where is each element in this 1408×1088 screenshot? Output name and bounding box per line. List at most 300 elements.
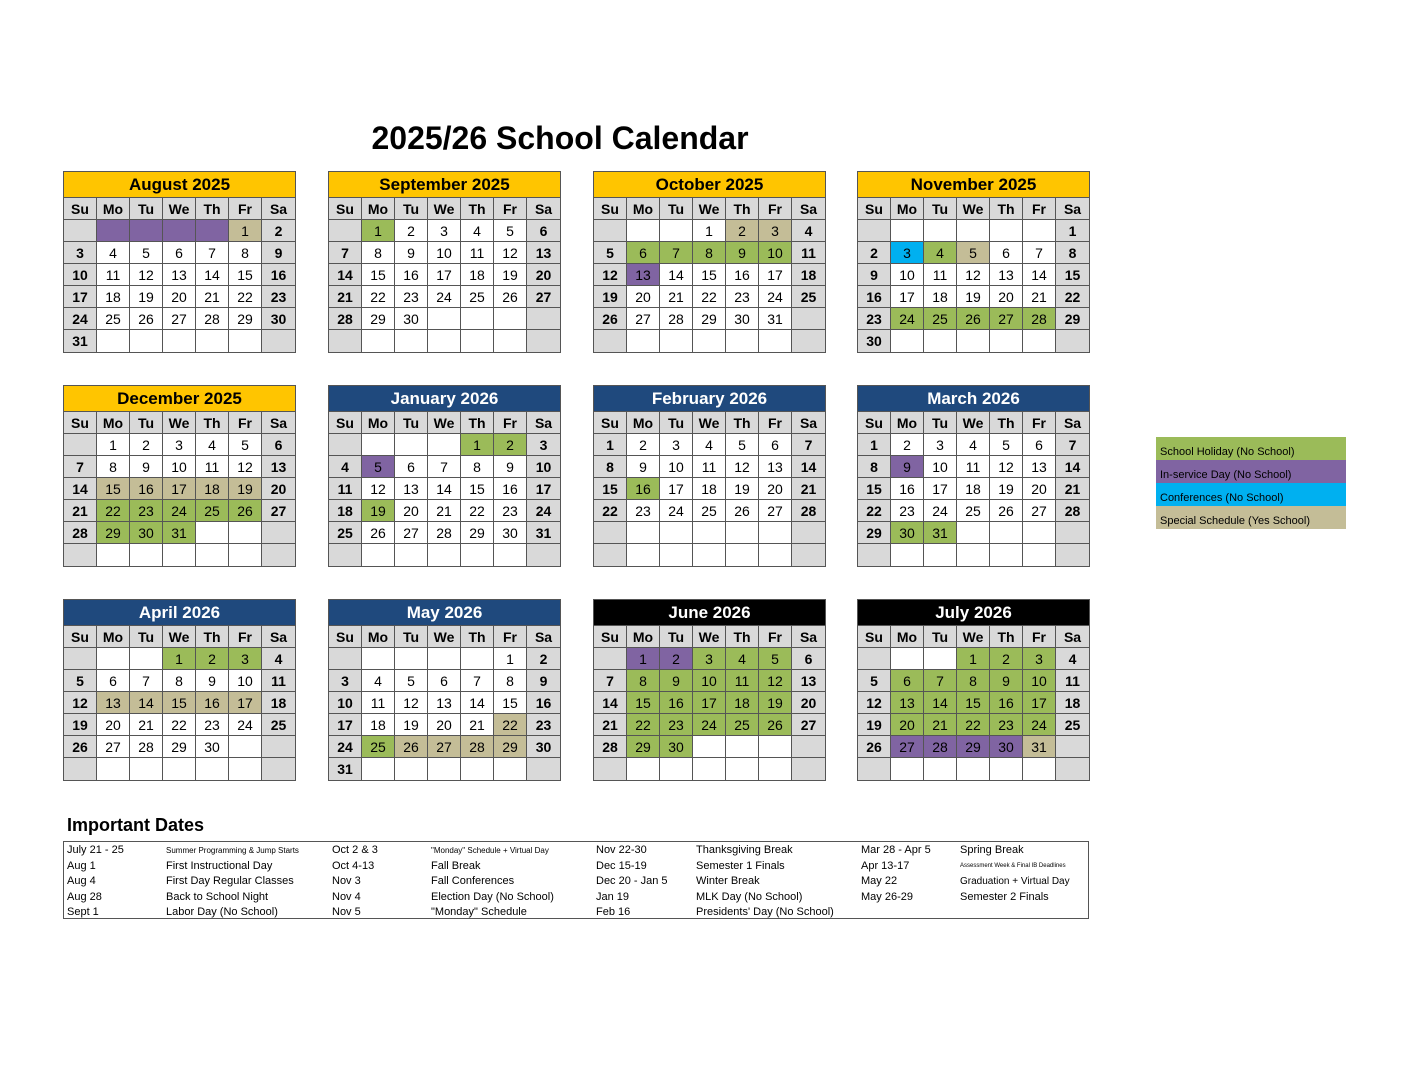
day-cell	[990, 220, 1023, 242]
day-cell	[130, 544, 163, 566]
day-cell: 7	[64, 456, 97, 478]
day-cell: 9	[660, 670, 693, 692]
day-cell: 12	[990, 456, 1023, 478]
day-cell: 8	[594, 456, 627, 478]
weekday-header: Mo	[891, 626, 924, 648]
day-cell: 16	[660, 692, 693, 714]
legend-item: Conferences (No School)	[1156, 483, 1346, 506]
day-cell	[97, 648, 130, 670]
weekday-header: Mo	[627, 626, 660, 648]
day-cell	[1023, 220, 1056, 242]
weekday-header: Su	[594, 198, 627, 220]
day-cell: 15	[97, 478, 130, 500]
weekday-header: Su	[329, 198, 362, 220]
day-cell	[428, 434, 461, 456]
day-cell: 25	[329, 522, 362, 544]
weekday-header: We	[163, 198, 196, 220]
weekday-header: Fr	[1023, 412, 1056, 434]
day-cell: 24	[428, 286, 461, 308]
day-cell: 4	[329, 456, 362, 478]
weekday-header: Sa	[262, 412, 295, 434]
day-cell	[130, 648, 163, 670]
day-cell: 14	[196, 264, 229, 286]
day-cell: 5	[130, 242, 163, 264]
event-text: Thanksgiving Break	[696, 844, 793, 856]
day-cell: 25	[693, 500, 726, 522]
day-cell: 22	[163, 714, 196, 736]
day-cell: 29	[229, 308, 262, 330]
day-cell: 14	[1023, 264, 1056, 286]
day-cell	[163, 220, 196, 242]
day-cell	[229, 522, 262, 544]
weekday-header: Tu	[924, 626, 957, 648]
day-cell	[329, 544, 362, 566]
weekday-header: Su	[329, 412, 362, 434]
month-february-2026	[593, 385, 826, 567]
event-text: Semester 1 Finals	[696, 859, 785, 872]
day-cell: 9	[494, 456, 527, 478]
day-cell	[858, 544, 891, 566]
day-cell: 22	[229, 286, 262, 308]
day-cell	[362, 434, 395, 456]
date-text: Aug 1	[67, 859, 96, 872]
day-cell: 29	[461, 522, 494, 544]
date-text: Feb 16	[596, 906, 631, 918]
day-cell: 3	[163, 434, 196, 456]
events-column	[960, 843, 1070, 921]
event-text: Fall Break	[431, 859, 481, 872]
day-cell	[792, 330, 825, 352]
day-cell: 3	[759, 220, 792, 242]
day-cell: 6	[627, 242, 660, 264]
day-cell: 30	[130, 522, 163, 544]
weekday-header: Tu	[660, 412, 693, 434]
day-cell: 7	[428, 456, 461, 478]
month-january-2026	[328, 385, 561, 567]
day-cell: 29	[957, 736, 990, 758]
day-cell: 22	[693, 286, 726, 308]
day-cell: 17	[759, 264, 792, 286]
day-cell	[494, 330, 527, 352]
day-cell: 5	[64, 670, 97, 692]
day-cell	[329, 330, 362, 352]
day-cell: 5	[594, 242, 627, 264]
date-text: Dec 20 - Jan 5	[596, 875, 668, 887]
day-cell	[395, 648, 428, 670]
day-cell: 20	[627, 286, 660, 308]
day-cell: 11	[1056, 670, 1089, 692]
day-cell: 13	[792, 670, 825, 692]
day-cell: 1	[627, 648, 660, 670]
date-text: Nov 5	[332, 906, 361, 918]
day-cell: 2	[494, 434, 527, 456]
day-cell	[924, 544, 957, 566]
day-cell: 31	[329, 758, 362, 780]
month-november-2025	[857, 171, 1090, 353]
weekday-header: Mo	[362, 412, 395, 434]
day-cell: 11	[329, 478, 362, 500]
day-cell	[527, 308, 560, 330]
day-cell: 4	[1056, 648, 1089, 670]
dates-column	[67, 843, 124, 921]
date-text: Nov 3	[332, 875, 361, 887]
day-cell: 12	[726, 456, 759, 478]
month-title: November 2025	[858, 172, 1089, 198]
day-cell: 27	[428, 736, 461, 758]
day-cell: 23	[527, 714, 560, 736]
month-june-2026	[593, 599, 826, 781]
day-cell: 26	[957, 308, 990, 330]
day-cell: 19	[726, 478, 759, 500]
day-cell	[362, 330, 395, 352]
day-cell	[461, 544, 494, 566]
important-dates-table	[63, 841, 1089, 919]
day-cell: 29	[362, 308, 395, 330]
day-cell: 30	[527, 736, 560, 758]
day-cell: 2	[395, 220, 428, 242]
day-cell: 19	[362, 500, 395, 522]
weekday-header: Mo	[362, 198, 395, 220]
weekday-header: Su	[64, 626, 97, 648]
day-cell: 15	[163, 692, 196, 714]
day-cell	[64, 544, 97, 566]
day-cell: 27	[891, 736, 924, 758]
day-cell: 22	[594, 500, 627, 522]
day-cell: 7	[792, 434, 825, 456]
weekday-header: Mo	[891, 198, 924, 220]
date-text: Oct 2 & 3	[332, 844, 378, 856]
weekday-header: Fr	[229, 412, 262, 434]
day-cell: 10	[527, 456, 560, 478]
weekday-header: Fr	[494, 412, 527, 434]
weekday-header: Sa	[527, 412, 560, 434]
day-cell	[1056, 330, 1089, 352]
day-cell: 12	[395, 692, 428, 714]
weekday-header: We	[428, 198, 461, 220]
day-cell	[627, 330, 660, 352]
day-cell: 18	[693, 478, 726, 500]
day-cell	[594, 220, 627, 242]
weekday-header: Fr	[229, 626, 262, 648]
day-cell	[792, 544, 825, 566]
day-cell	[362, 648, 395, 670]
weekday-header: Th	[461, 412, 494, 434]
day-cell: 13	[97, 692, 130, 714]
day-cell: 18	[1056, 692, 1089, 714]
date-text: Oct 4-13	[332, 859, 375, 872]
day-cell: 23	[395, 286, 428, 308]
day-cell	[229, 736, 262, 758]
day-cell	[726, 330, 759, 352]
day-cell: 10	[229, 670, 262, 692]
day-cell: 3	[1023, 648, 1056, 670]
weekday-header: Tu	[924, 198, 957, 220]
day-cell: 22	[858, 500, 891, 522]
day-cell: 4	[957, 434, 990, 456]
day-cell	[660, 758, 693, 780]
day-cell: 29	[693, 308, 726, 330]
day-cell: 29	[97, 522, 130, 544]
day-cell: 2	[262, 220, 295, 242]
weekday-header: Th	[990, 626, 1023, 648]
day-cell: 3	[660, 434, 693, 456]
day-cell: 30	[660, 736, 693, 758]
day-cell: 27	[990, 308, 1023, 330]
day-cell	[792, 758, 825, 780]
day-cell	[196, 544, 229, 566]
day-cell: 26	[362, 522, 395, 544]
day-cell: 5	[759, 648, 792, 670]
day-cell: 26	[759, 714, 792, 736]
day-cell: 7	[1056, 434, 1089, 456]
day-cell	[627, 522, 660, 544]
month-october-2025	[593, 171, 826, 353]
day-cell: 2	[527, 648, 560, 670]
day-cell: 10	[924, 456, 957, 478]
day-cell: 23	[494, 500, 527, 522]
day-cell: 4	[362, 670, 395, 692]
date-text: Mar 28 - Apr 5	[861, 844, 931, 856]
day-cell	[97, 220, 130, 242]
day-cell: 29	[163, 736, 196, 758]
day-cell: 12	[64, 692, 97, 714]
date-text	[861, 905, 931, 921]
weekday-header: Tu	[395, 626, 428, 648]
day-cell	[1023, 330, 1056, 352]
day-cell	[329, 648, 362, 670]
day-cell: 2	[990, 648, 1023, 670]
day-cell: 5	[990, 434, 1023, 456]
event-text: Labor Day (No School)	[166, 906, 278, 918]
day-cell: 8	[693, 242, 726, 264]
day-cell	[594, 648, 627, 670]
day-cell	[858, 648, 891, 670]
day-cell: 3	[891, 242, 924, 264]
day-cell: 25	[726, 714, 759, 736]
day-cell: 22	[494, 714, 527, 736]
day-cell: 9	[726, 242, 759, 264]
day-cell: 19	[130, 286, 163, 308]
events-column	[166, 843, 299, 921]
day-cell	[461, 758, 494, 780]
day-cell: 31	[759, 308, 792, 330]
day-cell: 5	[395, 670, 428, 692]
date-text: Nov 22-30	[596, 844, 647, 856]
day-cell	[990, 330, 1023, 352]
weekday-header: Th	[726, 198, 759, 220]
day-cell: 19	[858, 714, 891, 736]
day-cell: 15	[494, 692, 527, 714]
event-text: Winter Break	[696, 875, 760, 887]
day-cell	[594, 544, 627, 566]
event-text: "Monday" Schedule	[431, 906, 527, 918]
day-cell: 3	[329, 670, 362, 692]
day-cell: 17	[428, 264, 461, 286]
day-cell: 21	[924, 714, 957, 736]
weekday-header: Fr	[759, 626, 792, 648]
day-cell: 6	[262, 434, 295, 456]
day-cell	[527, 330, 560, 352]
weekday-header: Sa	[792, 412, 825, 434]
month-december-2025	[63, 385, 296, 567]
date-text: May 26-29	[861, 890, 913, 903]
date-text: Apr 13-17	[861, 859, 910, 872]
weekday-header: Th	[990, 412, 1023, 434]
day-cell: 13	[759, 456, 792, 478]
day-cell: 23	[660, 714, 693, 736]
day-cell: 27	[792, 714, 825, 736]
day-cell: 14	[64, 478, 97, 500]
day-cell: 11	[461, 242, 494, 264]
day-cell: 22	[97, 500, 130, 522]
date-text: Dec 15-19	[596, 859, 647, 872]
weekday-header: Tu	[130, 198, 163, 220]
day-cell: 18	[329, 500, 362, 522]
day-cell	[792, 308, 825, 330]
date-text: Aug 28	[67, 890, 102, 903]
day-cell: 16	[627, 478, 660, 500]
day-cell: 10	[1023, 670, 1056, 692]
month-title: May 2026	[329, 600, 560, 626]
day-cell: 14	[660, 264, 693, 286]
day-cell: 28	[1056, 500, 1089, 522]
day-cell: 15	[858, 478, 891, 500]
month-title: March 2026	[858, 386, 1089, 412]
day-cell: 9	[627, 456, 660, 478]
day-cell	[594, 330, 627, 352]
day-cell: 1	[97, 434, 130, 456]
day-cell	[428, 648, 461, 670]
day-cell	[163, 544, 196, 566]
day-cell: 29	[494, 736, 527, 758]
event-text: Graduation + Virtual Day	[960, 876, 1070, 887]
day-cell: 10	[660, 456, 693, 478]
date-text: May 22	[861, 875, 898, 887]
day-cell: 21	[461, 714, 494, 736]
day-cell: 6	[759, 434, 792, 456]
day-cell	[428, 758, 461, 780]
day-cell: 27	[97, 736, 130, 758]
day-cell: 17	[924, 478, 957, 500]
day-cell	[461, 308, 494, 330]
month-may-2026	[328, 599, 561, 781]
day-cell: 2	[660, 648, 693, 670]
day-cell: 10	[428, 242, 461, 264]
day-cell	[395, 758, 428, 780]
day-cell	[229, 544, 262, 566]
day-cell: 19	[957, 286, 990, 308]
month-september-2025	[328, 171, 561, 353]
weekday-header: We	[957, 412, 990, 434]
day-cell: 20	[792, 692, 825, 714]
day-cell: 15	[627, 692, 660, 714]
weekday-header: Su	[329, 626, 362, 648]
day-cell: 16	[262, 264, 295, 286]
day-cell: 23	[726, 286, 759, 308]
day-cell	[924, 648, 957, 670]
day-cell	[858, 758, 891, 780]
day-cell	[64, 648, 97, 670]
day-cell	[1056, 544, 1089, 566]
day-cell	[627, 220, 660, 242]
day-cell: 19	[594, 286, 627, 308]
day-cell: 30	[990, 736, 1023, 758]
weekday-header: Th	[990, 198, 1023, 220]
day-cell: 4	[792, 220, 825, 242]
day-cell: 31	[1023, 736, 1056, 758]
day-cell: 26	[130, 308, 163, 330]
day-cell: 6	[891, 670, 924, 692]
day-cell: 16	[858, 286, 891, 308]
day-cell: 15	[1056, 264, 1089, 286]
day-cell: 12	[759, 670, 792, 692]
day-cell: 4	[262, 648, 295, 670]
day-cell: 12	[858, 692, 891, 714]
day-cell: 3	[64, 242, 97, 264]
day-cell: 30	[858, 330, 891, 352]
day-cell: 15	[693, 264, 726, 286]
day-cell: 25	[362, 736, 395, 758]
day-cell	[494, 758, 527, 780]
event-text: Assessment Week & Final IB Deadlines	[960, 862, 1066, 869]
weekday-header: Su	[594, 626, 627, 648]
weekday-header: We	[163, 412, 196, 434]
month-march-2026	[857, 385, 1090, 567]
day-cell: 6	[1023, 434, 1056, 456]
day-cell: 30	[494, 522, 527, 544]
weekday-header: Su	[858, 626, 891, 648]
events-column	[431, 843, 554, 921]
day-cell: 25	[461, 286, 494, 308]
day-cell	[957, 522, 990, 544]
day-cell: 12	[594, 264, 627, 286]
day-cell	[130, 330, 163, 352]
day-cell: 24	[693, 714, 726, 736]
day-cell: 11	[726, 670, 759, 692]
day-cell	[957, 330, 990, 352]
day-cell	[660, 544, 693, 566]
day-cell	[891, 648, 924, 670]
day-cell: 22	[627, 714, 660, 736]
day-cell	[693, 522, 726, 544]
day-cell: 27	[1023, 500, 1056, 522]
day-cell: 18	[461, 264, 494, 286]
event-text: Fall Conferences	[431, 875, 515, 887]
day-cell: 25	[792, 286, 825, 308]
weekday-header: We	[428, 412, 461, 434]
day-cell: 21	[428, 500, 461, 522]
day-cell: 30	[196, 736, 229, 758]
day-cell: 13	[395, 478, 428, 500]
day-cell: 24	[527, 500, 560, 522]
date-text: Nov 4	[332, 890, 361, 903]
day-cell: 30	[726, 308, 759, 330]
day-cell: 28	[130, 736, 163, 758]
day-cell: 21	[1023, 286, 1056, 308]
day-cell: 4	[924, 242, 957, 264]
day-cell: 26	[990, 500, 1023, 522]
month-title: January 2026	[329, 386, 560, 412]
day-cell: 6	[990, 242, 1023, 264]
day-cell: 17	[163, 478, 196, 500]
day-cell: 25	[924, 308, 957, 330]
weekday-header: Tu	[660, 626, 693, 648]
day-cell: 16	[891, 478, 924, 500]
day-cell: 19	[64, 714, 97, 736]
day-cell: 27	[262, 500, 295, 522]
day-cell: 28	[660, 308, 693, 330]
day-cell	[163, 758, 196, 780]
